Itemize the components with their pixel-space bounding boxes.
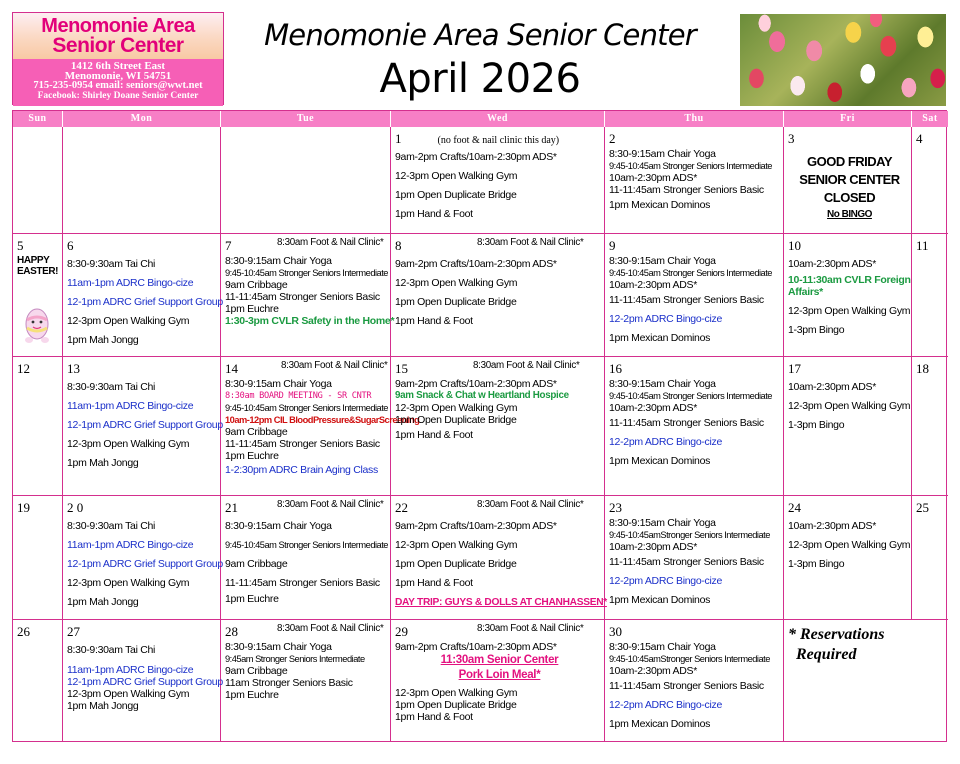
- day-cell-28: [221, 620, 391, 741]
- day-cell-7: [221, 234, 395, 357]
- clinic-note: 8:30am Foot & Nail Clinic*: [473, 360, 580, 371]
- event: 9am Cribbage: [225, 279, 288, 291]
- event: 12-3pm Open Walking Gym: [395, 539, 518, 551]
- event: 1pm Open Duplicate Bridge: [395, 558, 517, 570]
- day-number: 17: [788, 361, 801, 376]
- event: 12-3pm Open Walking Gym: [395, 170, 518, 182]
- event: 11-11:45am Stronger Seniors Basic: [609, 417, 764, 429]
- event: Affairs*: [788, 286, 823, 298]
- closure-line: GOOD FRIDAY: [806, 154, 893, 169]
- event: 11am-1pm ADRC Bingo-cize: [67, 277, 194, 289]
- event: 9:45-10:45am Stronger Seniors Intermediate: [225, 540, 388, 550]
- event: 1-2:30pm ADRC Brain Aging Class: [225, 464, 378, 476]
- event: Pork Loin Meal*: [458, 669, 541, 681]
- event: 9am-2pm Crafts/10am-2:30pm ADS*: [395, 641, 557, 653]
- day-cell-29: [391, 620, 605, 741]
- reservation-line: * Reservations: [788, 626, 885, 643]
- logo-banner: [13, 13, 223, 59]
- event: 9:45-10:45amStronger Seniors Intermediate: [609, 530, 770, 540]
- event: 10am-2:30pm ADS*: [609, 665, 697, 677]
- weekday-wed: Wed: [391, 111, 605, 127]
- event: 1pm Mexican Dominos: [609, 332, 711, 344]
- day-cell-3: [784, 127, 912, 234]
- clinic-note: 8:30am Foot & Nail Clinic*: [281, 360, 388, 371]
- event: 8:30-9:30am Tai Chi: [67, 520, 156, 532]
- event: 11am-1pm ADRC Bingo-cize: [67, 539, 194, 551]
- event: 11-11:45am Stronger Seniors Basic: [609, 294, 764, 306]
- event: 12-3pm Open Walking Gym: [67, 438, 190, 450]
- event: 10am-2:30pm ADS*: [609, 402, 697, 414]
- event: 1pm Euchre: [225, 303, 279, 315]
- event: 11-11:45am Stronger Seniors Basic: [225, 438, 380, 450]
- day-cell-26: [13, 620, 63, 741]
- day-number: 18: [916, 361, 929, 376]
- closure-line: SENIOR CENTER: [799, 172, 900, 187]
- clinic-note: 8:30am Foot & Nail Clinic*: [477, 237, 584, 248]
- event: 8:30-9:15am Chair Yoga: [609, 517, 716, 529]
- reservation-note: [788, 625, 948, 665]
- day-cell-17: [784, 357, 912, 496]
- day-cell-9: [605, 234, 784, 357]
- event: 8:30-9:30am Tai Chi: [67, 381, 156, 393]
- contact-info: 715-235-0954 email: seniors@wwt.net: [33, 80, 203, 91]
- reservation-note-cell: [784, 620, 948, 741]
- holiday-greeting: [17, 255, 62, 277]
- event: 1pm Mexican Dominos: [609, 455, 711, 467]
- day-cell-14: [221, 357, 420, 496]
- event: 1:30-3pm CVLR Safety in the Home*: [225, 315, 395, 327]
- event: 10am-2:30pm ADS*: [788, 258, 876, 270]
- event: 12-1pm ADRC Grief Support Group: [67, 419, 223, 431]
- weekday-tue: Tue: [221, 111, 391, 127]
- event: 12-3pm Open Walking Gym: [788, 305, 911, 317]
- day-number: 26: [17, 624, 30, 639]
- day-number: 10: [788, 238, 801, 253]
- day-number: 15: [395, 361, 408, 376]
- weekday-header: [13, 111, 946, 127]
- day-cell-empty: [221, 127, 391, 234]
- event: 1pm Mexican Dominos: [609, 594, 711, 606]
- event: 9am Cribbage: [225, 665, 288, 677]
- day-cell-22: [391, 496, 605, 620]
- day-cell-2: [605, 127, 784, 234]
- weekday-sat: Sat: [912, 111, 948, 127]
- holiday-line: HAPPY: [17, 255, 50, 266]
- event: 12-3pm Open Walking Gym: [67, 577, 190, 589]
- day-cell-19: [13, 496, 63, 620]
- event: 9:45-10:45am Stronger Seniors Intermediate: [609, 268, 772, 278]
- event: 10am-2:30pm ADS*: [788, 520, 876, 532]
- closure-notice: [788, 153, 911, 223]
- event: 1pm Hand & Foot: [395, 429, 473, 441]
- day-number: 28: [225, 624, 238, 639]
- event: 9am Snack & Chat w Heartland Hospice: [395, 390, 569, 401]
- day-cell-5: [13, 234, 63, 357]
- day-number: 7: [225, 238, 232, 253]
- contact-block: [13, 59, 223, 106]
- day-cell-4: [912, 127, 948, 234]
- day-number: 8: [395, 238, 402, 253]
- day-cell-11: [912, 234, 948, 357]
- event: 9:45-10:45am Stronger Seniors Intermediate: [225, 403, 388, 413]
- event: 10am-12pm CIL BloodPressure&SugarScreening: [225, 415, 420, 425]
- event: 12-3pm Open Walking Gym: [788, 539, 911, 551]
- event: DAY TRIP: GUYS & DOLLS AT CHANHASSEN*: [395, 597, 607, 608]
- event: 1pm Mexican Dominos: [609, 199, 711, 211]
- event: 9:45-10:45amStronger Seniors Intermediate: [609, 654, 770, 664]
- event: 1pm Open Duplicate Bridge: [395, 189, 517, 201]
- clinic-note: 8:30am Foot & Nail Clinic*: [277, 499, 384, 510]
- event: 12-2pm ADRC Bingo-cize: [609, 436, 723, 448]
- event: 9:45-10:45am Stronger Seniors Intermediate: [609, 161, 772, 171]
- event: 11am-1pm ADRC Bingo-cize: [67, 664, 194, 676]
- event: 8:30-9:15am Chair Yoga: [225, 378, 332, 390]
- day-number: 25: [916, 500, 929, 515]
- weekday-mon: Mon: [63, 111, 221, 127]
- event: 1pm Euchre: [225, 593, 279, 605]
- day-cell-16: [605, 357, 784, 496]
- event: 8:30-9:30am Tai Chi: [67, 644, 156, 656]
- event: 11-11:45am Stronger Seniors Basic: [609, 184, 764, 196]
- day-number: 4: [916, 131, 923, 146]
- event: 10am-2:30pm ADS*: [609, 541, 697, 553]
- day-note: (no foot & nail clinic this day): [437, 135, 560, 146]
- day-number: 3: [788, 131, 795, 146]
- day-number: 29: [395, 624, 408, 639]
- event: 11-11:45am Stronger Seniors Basic: [609, 680, 764, 692]
- event: 11:30am Senior Center: [440, 654, 559, 666]
- day-cell-8: [391, 234, 605, 357]
- event: 8:30-9:15am Chair Yoga: [225, 520, 332, 532]
- event: 1pm Mah Jongg: [67, 596, 139, 608]
- day-cell-23: [605, 496, 784, 620]
- event: 9am-2pm Crafts/10am-2:30pm ADS*: [395, 378, 557, 390]
- event: 10-11:30am CVLR Foreign: [788, 274, 911, 286]
- day-number: 14: [225, 361, 238, 376]
- day-number: 21: [225, 500, 238, 515]
- day-cell-12: [13, 357, 63, 496]
- day-cell-1: [391, 127, 605, 234]
- clinic-note: 8:30am Foot & Nail Clinic*: [477, 623, 584, 634]
- event: 10am-2:30pm ADS*: [788, 381, 876, 393]
- event: 1pm Hand & Foot: [395, 315, 473, 327]
- event: 1pm Open Duplicate Bridge: [395, 296, 517, 308]
- day-number: 9: [609, 238, 616, 253]
- event: 12-3pm Open Walking Gym: [395, 277, 518, 289]
- logo-line-2: Senior Center: [52, 34, 184, 57]
- event: 1pm Mah Jongg: [67, 700, 139, 712]
- event: 1-3pm Bingo: [788, 558, 845, 570]
- day-number: 23: [609, 500, 622, 515]
- day-number: 5: [17, 238, 24, 253]
- day-cell-25: [912, 496, 948, 620]
- event: 8:30-9:15am Chair Yoga: [609, 641, 716, 653]
- holiday-line: EASTER!: [17, 266, 59, 277]
- day-cell-13: [63, 357, 221, 496]
- event: 12-2pm ADRC Bingo-cize: [609, 313, 723, 325]
- day-cell-6: [63, 234, 221, 357]
- event: 8:30-9:15am Chair Yoga: [609, 378, 716, 390]
- event: 11am Stronger Seniors Basic: [225, 677, 353, 689]
- event: 1pm Hand & Foot: [395, 711, 473, 723]
- day-cell-20: [63, 496, 221, 620]
- day-number: 30: [609, 624, 622, 639]
- day-cell-21: [221, 496, 391, 620]
- event: 1pm Euchre: [225, 689, 279, 701]
- event: 12-3pm Open Walking Gym: [67, 688, 190, 700]
- event: 1pm Mah Jongg: [67, 457, 139, 469]
- day-number: 12: [17, 361, 30, 376]
- event: 12-1pm ADRC Grief Support Group: [67, 558, 223, 570]
- day-number: 2 0: [67, 500, 84, 515]
- day-cell-27: [63, 620, 221, 741]
- event: 12-3pm Open Walking Gym: [395, 687, 518, 699]
- event: 12-3pm Open Walking Gym: [67, 315, 190, 327]
- day-number: 1: [395, 131, 402, 146]
- day-number: 2: [609, 131, 616, 146]
- event: 9am-2pm Crafts/10am-2:30pm ADS*: [395, 258, 557, 270]
- event: 10am-2:30pm ADS*: [609, 172, 697, 184]
- event: 8:30-9:30am Tai Chi: [67, 258, 156, 270]
- day-cell-empty: [63, 127, 221, 234]
- event: 11-11:45am Stronger Seniors Basic: [609, 556, 764, 568]
- clinic-note: 8:30am Foot & Nail Clinic*: [277, 237, 384, 248]
- day-cell-15: [391, 357, 605, 496]
- event: 12-2pm ADRC Bingo-cize: [609, 699, 723, 711]
- month-title: April 2026: [379, 56, 581, 102]
- day-cell-10: [784, 234, 912, 357]
- city: Menomonie, WI 54751: [64, 70, 172, 82]
- logo-line-1: Menomonie Area: [41, 15, 195, 37]
- day-number: 16: [609, 361, 622, 376]
- weekday-fri: Fri: [784, 111, 912, 127]
- event: 9am Cribbage: [225, 558, 288, 570]
- event: 8:30-9:15am Chair Yoga: [225, 641, 332, 653]
- event: 9:45-10:45am Stronger Seniors Intermediate: [225, 268, 388, 278]
- event: 1-3pm Bingo: [788, 324, 845, 336]
- day-number: 13: [67, 361, 80, 376]
- day-number: 24: [788, 500, 801, 515]
- day-cell-18: [912, 357, 948, 496]
- event: 12-1pm ADRC Grief Support Group: [67, 296, 223, 308]
- event: 9am Cribbage: [225, 426, 288, 438]
- event: 9:45-10:45am Stronger Seniors Intermediate: [609, 391, 772, 401]
- event: 1pm Euchre: [225, 450, 279, 462]
- clinic-note: 8:30am Foot & Nail Clinic*: [277, 623, 384, 634]
- event: 1pm Mah Jongg: [67, 334, 139, 346]
- logo: [12, 12, 224, 105]
- easter-egg-icon: [19, 294, 55, 354]
- reservation-line: Required: [796, 646, 857, 663]
- day-cell-30: [605, 620, 784, 741]
- event: 11-11:45am Stronger Seniors Basic: [225, 577, 380, 589]
- event: 1pm Open Duplicate Bridge: [395, 699, 517, 711]
- event: 9:45am Stronger Seniors Intermediate: [225, 654, 365, 664]
- event: 1pm Open Duplicate Bridge: [395, 414, 517, 426]
- day-cell-24: [784, 496, 912, 620]
- event: 1pm Hand & Foot: [395, 577, 473, 589]
- event: 8:30-9:15am Chair Yoga: [609, 255, 716, 267]
- event: 8:30-9:15am Chair Yoga: [225, 255, 332, 267]
- day-number: 6: [67, 238, 74, 253]
- weekday-sun: Sun: [13, 111, 63, 127]
- closure-line: No BINGO: [827, 209, 872, 220]
- event: 12-3pm Open Walking Gym: [395, 402, 518, 414]
- event: 10am-2:30pm ADS*: [609, 279, 697, 291]
- page-title: Menomonie Area Senior Center: [264, 18, 696, 52]
- event: 11-11:45am Stronger Seniors Basic: [225, 291, 380, 303]
- event: 9am-2pm Crafts/10am-2:30pm ADS*: [395, 151, 557, 163]
- day-number: 22: [395, 500, 408, 515]
- event: 12-2pm ADRC Bingo-cize: [609, 575, 723, 587]
- address: 1412 6th Street East: [70, 60, 166, 72]
- event: 8:30am BOARD MEETING - SR CNTR: [225, 391, 372, 401]
- event: 12-1pm ADRC Grief Support Group: [67, 676, 223, 688]
- day-number: 11: [916, 238, 929, 253]
- event: 11am-1pm ADRC Bingo-cize: [67, 400, 194, 412]
- closure-line: CLOSED: [823, 190, 876, 205]
- day-cell-empty: [13, 127, 63, 234]
- facebook-info: Facebook: Shirley Doane Senior Center: [37, 91, 199, 101]
- day-number: 27: [67, 624, 80, 639]
- event: 9am-2pm Crafts/10am-2:30pm ADS*: [395, 520, 557, 532]
- calendar: [12, 110, 947, 742]
- weekday-thu: Thu: [605, 111, 784, 127]
- event: 1-3pm Bingo: [788, 419, 845, 431]
- clinic-note: 8:30am Foot & Nail Clinic*: [477, 499, 584, 510]
- tulips-photo: [740, 14, 946, 106]
- day-number: 19: [17, 500, 30, 515]
- event: 12-3pm Open Walking Gym: [788, 400, 911, 412]
- event: 8:30-9:15am Chair Yoga: [609, 148, 716, 160]
- event: 1pm Hand & Foot: [395, 208, 473, 220]
- event: 1pm Mexican Dominos: [609, 718, 711, 730]
